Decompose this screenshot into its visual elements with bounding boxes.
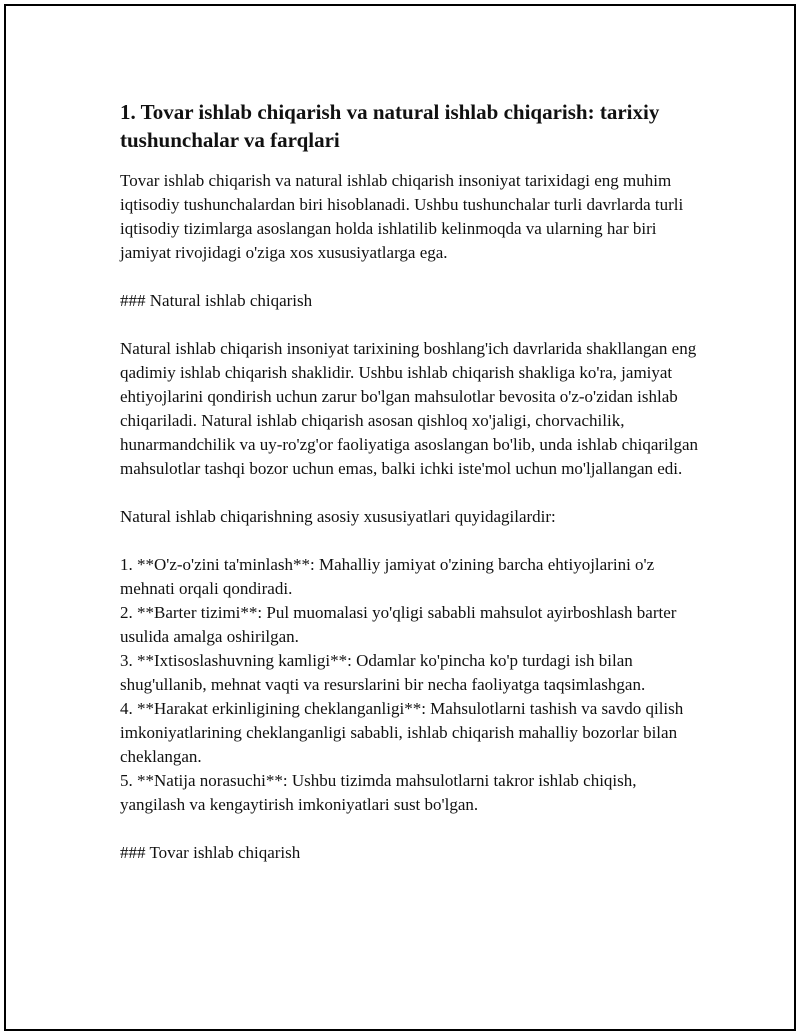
page-frame [4, 4, 796, 1031]
spacer [120, 313, 700, 337]
features-list [120, 553, 700, 817]
list-item: 5. **Natija norasuchi**: Ushbu tizimda mahsulotlarni takror ishlab chiqish, yangilash va kengaytirish imkoniyatlari sust bo'lgan. [120, 771, 637, 814]
intro-paragraph: Tovar ishlab chiqarish va natural ishlab chiqarish insoniyat tarixidagi eng muhim iqtisodiy tushunchalardan biri hisoblanadi. Ushbu tushunchalar turli davrlarda turli iqtisodiy tizimlarga asoslangan holda ishlatilib kelinmoqda va ularning har biri jamiyat rivojidagi o'ziga xos xususiyatlarga ega. [120, 171, 684, 262]
spacer [120, 817, 700, 841]
list-item: 1. **O'z-o'zini ta'minlash**: Mahalliy jamiyat o'zining barcha ehtiyojlarini o'z mehnati orqali qondiradi. [120, 555, 655, 598]
list-item: 4. **Harakat erkinligining cheklanganligi**: Mahsulotlarni tashish va savdo qilish imkoniyatlarining cheklanganligi sababli, ishlab chiqarish mahalliy bozorlar bilan cheklangan. [120, 699, 684, 766]
section-heading-natural: ### Natural ishlab chiqarish [120, 291, 313, 310]
natural-paragraph: Natural ishlab chiqarish insoniyat tarixining boshlang'ich davrlarida shakllangan eng qadimiy ishlab chiqarish shaklidir. Ushbu ishlab chiqarish shakliga ko'ra, jamiyat ehtiyojlarini qondirish uchun zarur bo'lgan mahsulotlar bevosita o'z-o'zidan ishlab chiqariladi. Natural ishlab chiqarish asosan qishloq xo'jaligi, chorvachilik, hunarmandchilik va uy-ro'zg'or faoliyatiga asoslangan bo'lib, unda ishlab chiqarilgan mahsulotlar tashqi bozor uchun emas, balki ichki iste'mol uchun mo'ljallangan edi. [120, 339, 699, 478]
document-body [120, 98, 700, 865]
list-item: 2. **Barter tizimi**: Pul muomalasi yo'qligi sababli mahsulot ayirboshlash barter usulida amalga oshirilgan. [120, 603, 677, 646]
list-item: 3. **Ixtisoslashuvning kamligi**: Odamlar ko'pincha ko'p turdagi ish bilan shug'ullanib, mehnat vaqti va resurslarini bir necha faoliyatga taqsimlashgan. [120, 651, 646, 694]
list-intro: Natural ishlab chiqarishning asosiy xususiyatlari quyidagilardir: [120, 507, 556, 526]
spacer [120, 481, 700, 505]
section-heading-tovar: ### Tovar ishlab chiqarish [120, 843, 301, 862]
document-title: 1. Tovar ishlab chiqarish va natural ishlab chiqarish: tarixiy tushunchalar va farqlari [120, 100, 660, 152]
spacer [120, 265, 700, 289]
spacer [120, 529, 700, 553]
